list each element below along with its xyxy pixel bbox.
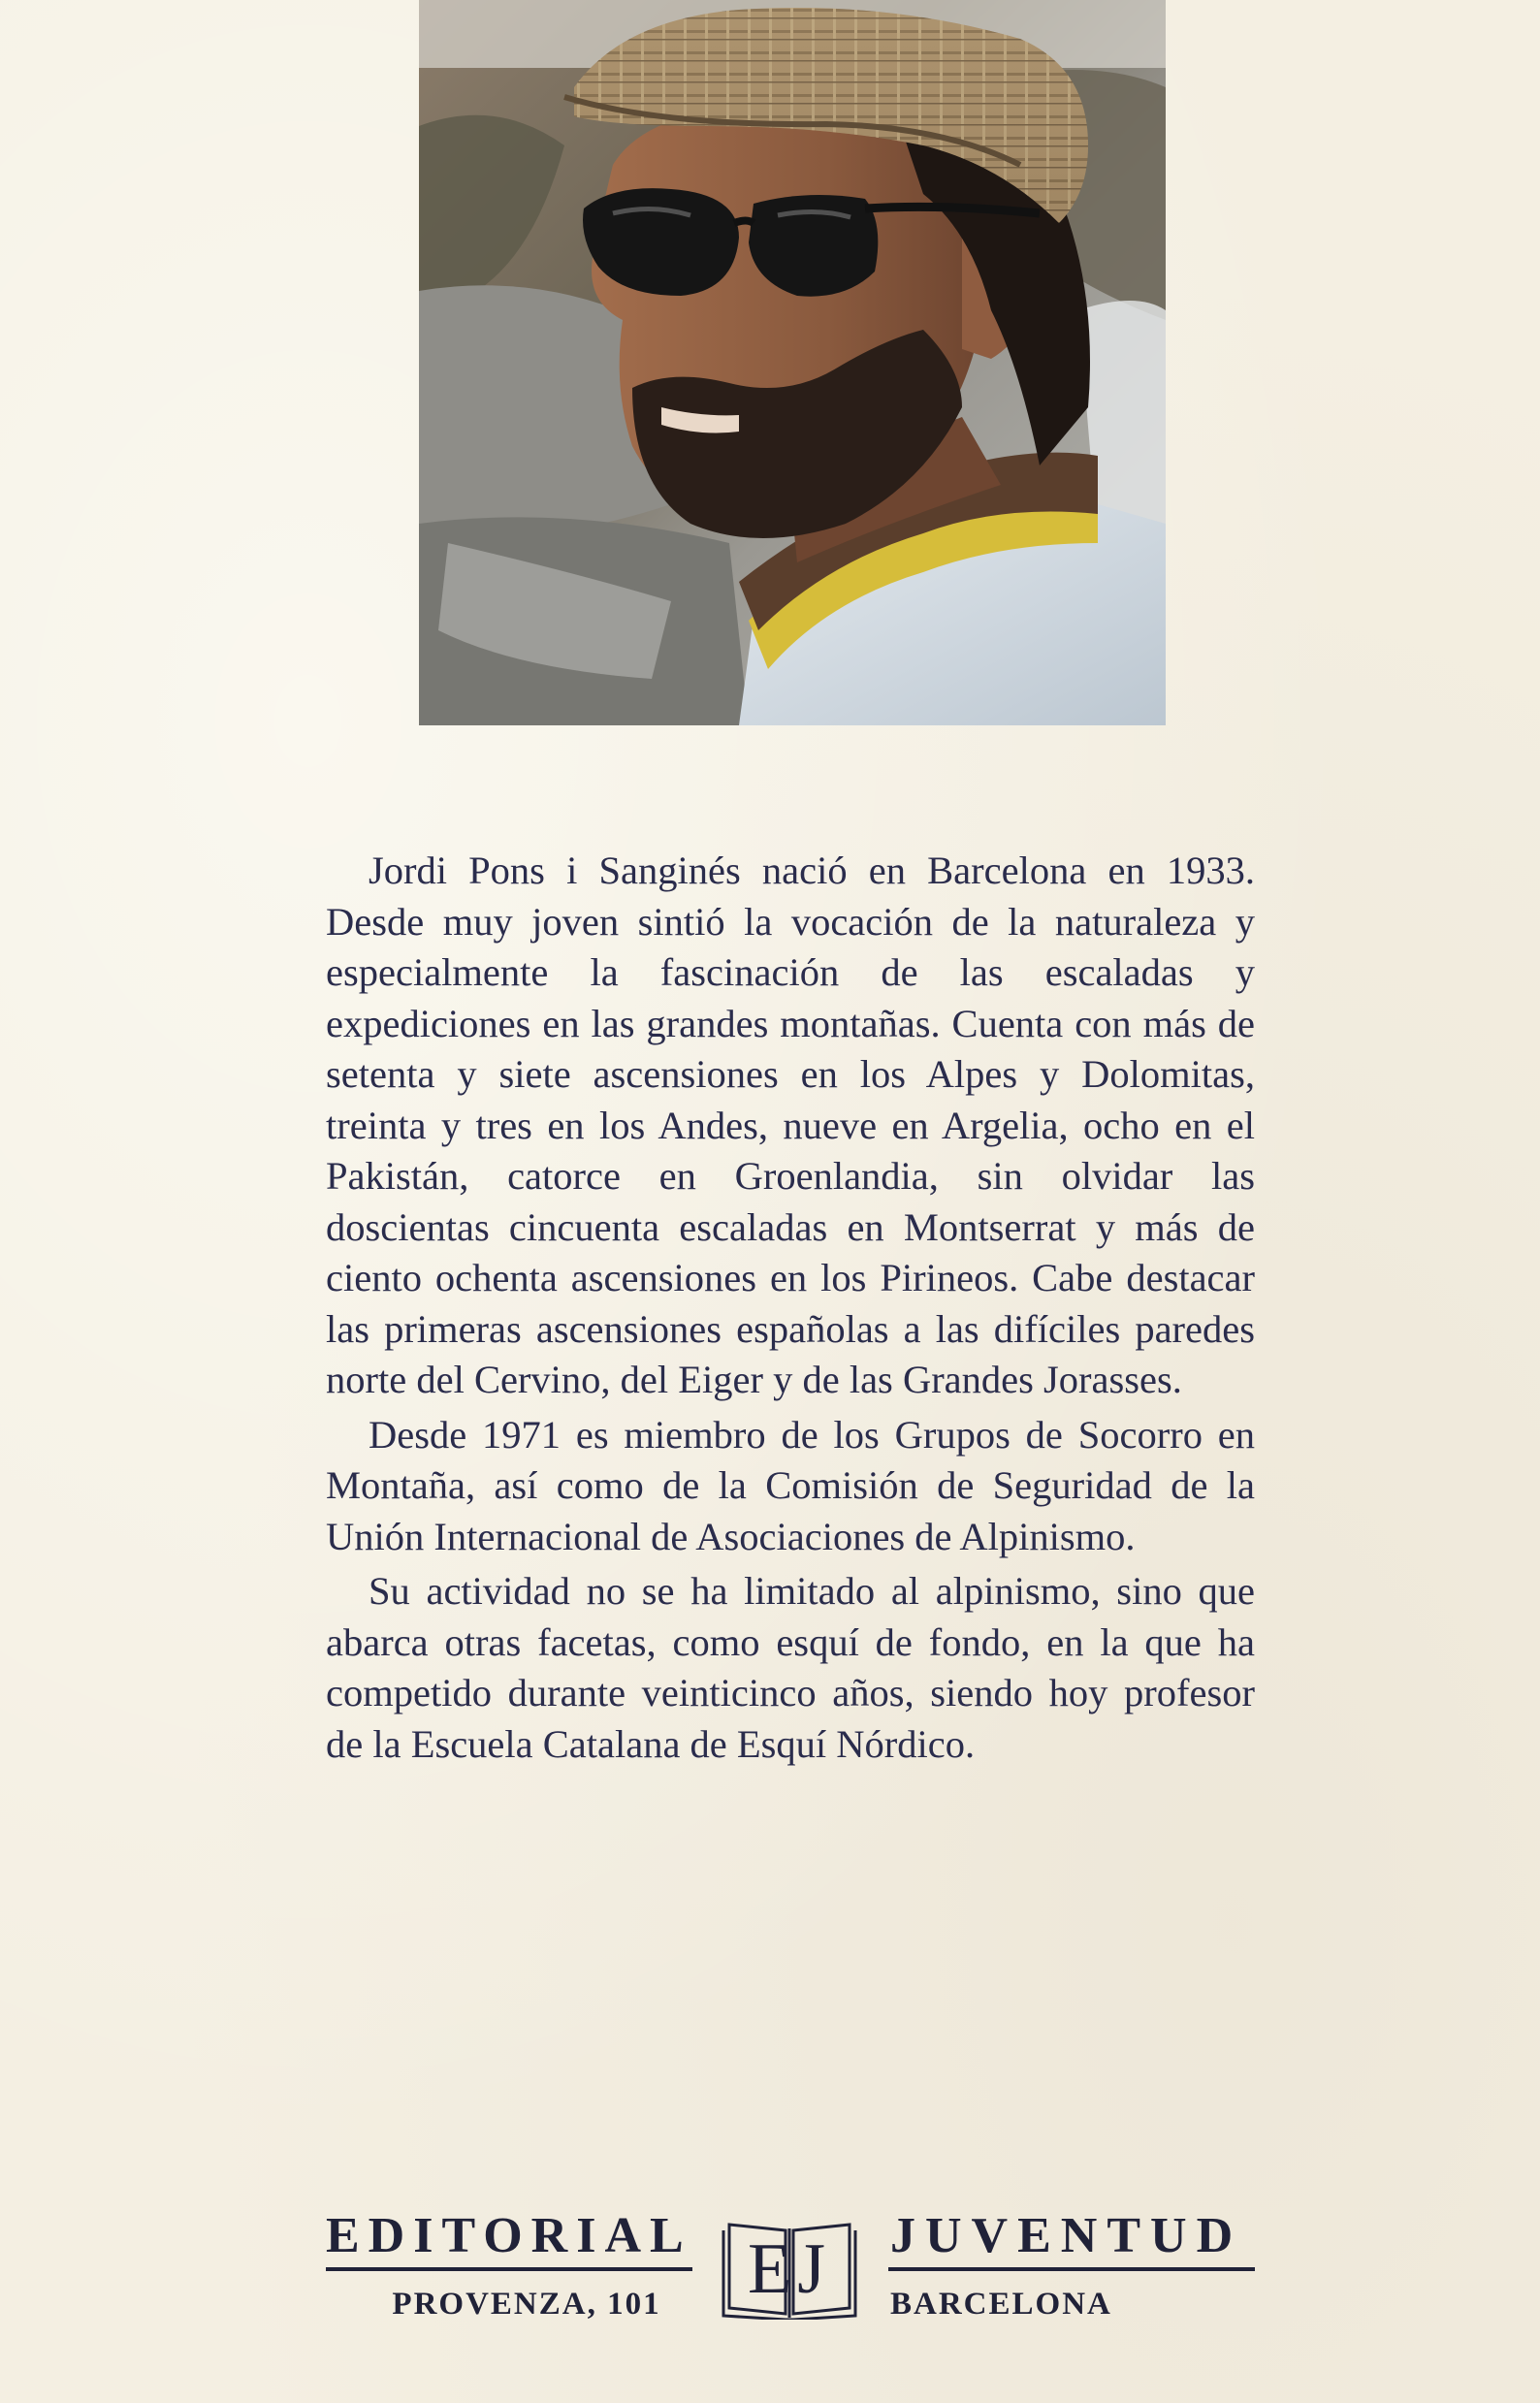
author-portrait-photo — [419, 0, 1166, 725]
open-book-logo-icon — [722, 2219, 857, 2320]
imprint-rule-left — [326, 2267, 692, 2271]
publisher-imprint — [326, 2209, 1255, 2335]
author-biography — [326, 846, 1255, 1774]
publisher-city: BARCELONA — [890, 2287, 1112, 2322]
bio-paragraph-1: Jordi Pons i Sanginés nació en Barcelona en 1933. Desde muy joven sintió la vocación de la naturaleza y especialmente la fascinación de las escaladas y expediciones en las grandes montañas. Cuenta con más de setenta y siete ascensiones en los Alpes y Dolomitas, treinta y tres en los Andes, nueve en Argelia, ocho en el Pakistán, catorce en Groenlandia, sin olvidar las doscientas cincuenta escaladas en Montserrat y más de ciento ochenta ascensiones en los Pirineos. Cabe destacar las primeras ascensiones españolas a las difíciles paredes norte del Cervino, del Eiger y de las Grandes Jorasses. — [326, 849, 1255, 1401]
logo-letters: EJ — [748, 2228, 831, 2309]
imprint-right-block — [888, 2209, 1255, 2323]
publisher-name-right: JUVENTUD — [890, 2208, 1243, 2263]
bio-paragraph-2: Desde 1971 es miembro de los Grupos de Socorro en Montaña, así como de la Comisión de Seguridad de la Unión Internacional de Asociaciones de Alpinismo. — [326, 1412, 1255, 1558]
imprint-left-block — [326, 2209, 692, 2323]
imprint-rule-right — [888, 2267, 1255, 2271]
publisher-name-left: EDITORIAL — [326, 2208, 692, 2263]
portrait-photo-icon — [419, 0, 1166, 725]
bio-paragraph-3: Su actividad no se ha limitado al alpinismo, sino que abarca otras facetas, como esquí de fondo, en la que ha competido durante veinticinco años, siendo hoy profesor de la Escuela Catalana de Esquí Nórdico. — [326, 1569, 1255, 1766]
publisher-address: PROVENZA, 101 — [392, 2287, 661, 2322]
